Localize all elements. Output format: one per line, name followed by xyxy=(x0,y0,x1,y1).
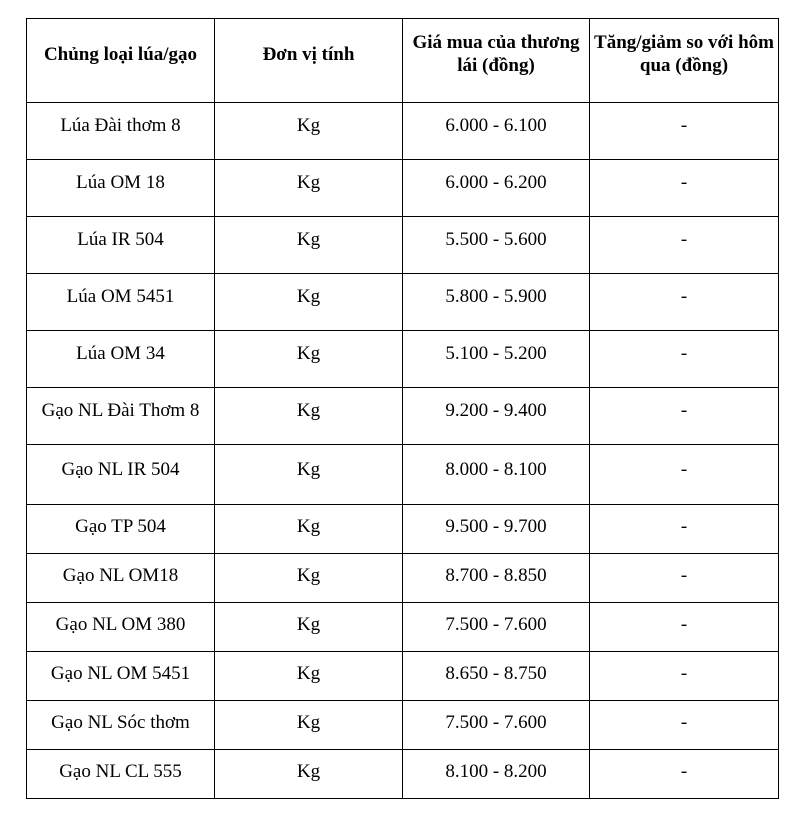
header-unit: Đơn vị tính xyxy=(215,19,403,103)
cell-type: Gạo NL Sóc thơm xyxy=(27,701,215,750)
cell-change: - xyxy=(590,652,779,701)
cell-price: 5.100 - 5.200 xyxy=(403,331,590,388)
table-row xyxy=(27,750,779,799)
table-row xyxy=(27,217,779,274)
cell-unit: Kg xyxy=(215,652,403,701)
table-row xyxy=(27,652,779,701)
cell-change: - xyxy=(590,331,779,388)
cell-change: - xyxy=(590,160,779,217)
cell-type: Gạo NL CL 555 xyxy=(27,750,215,799)
table-row xyxy=(27,445,779,505)
cell-price: 5.800 - 5.900 xyxy=(403,274,590,331)
cell-change: - xyxy=(590,750,779,799)
cell-price: 8.000 - 8.100 xyxy=(403,445,590,505)
cell-change: - xyxy=(590,388,779,445)
table-row xyxy=(27,701,779,750)
cell-price: 6.000 - 6.200 xyxy=(403,160,590,217)
cell-price: 6.000 - 6.100 xyxy=(403,103,590,160)
cell-unit: Kg xyxy=(215,603,403,652)
table-row xyxy=(27,603,779,652)
cell-price: 5.500 - 5.600 xyxy=(403,217,590,274)
cell-change: - xyxy=(590,554,779,603)
table-row xyxy=(27,505,779,554)
table-row xyxy=(27,274,779,331)
cell-unit: Kg xyxy=(215,331,403,388)
cell-type: Gạo NL Đài Thơm 8 xyxy=(27,388,215,445)
cell-change: - xyxy=(590,445,779,505)
cell-price: 8.650 - 8.750 xyxy=(403,652,590,701)
cell-unit: Kg xyxy=(215,217,403,274)
cell-type: Gạo NL OM18 xyxy=(27,554,215,603)
header-type: Chủng loại lúa/gạo xyxy=(27,19,215,103)
rice-price-table xyxy=(26,18,779,799)
cell-price: 9.500 - 9.700 xyxy=(403,505,590,554)
cell-unit: Kg xyxy=(215,701,403,750)
table-row xyxy=(27,554,779,603)
cell-unit: Kg xyxy=(215,388,403,445)
cell-type: Gạo NL OM 380 xyxy=(27,603,215,652)
cell-change: - xyxy=(590,217,779,274)
cell-type: Lúa IR 504 xyxy=(27,217,215,274)
cell-type: Lúa OM 5451 xyxy=(27,274,215,331)
header-change: Tăng/giảm so với hôm qua (đồng) xyxy=(590,19,779,103)
table-row xyxy=(27,103,779,160)
cell-type: Lúa OM 34 xyxy=(27,331,215,388)
cell-unit: Kg xyxy=(215,274,403,331)
cell-type: Gạo NL OM 5451 xyxy=(27,652,215,701)
cell-type: Lúa Đài thơm 8 xyxy=(27,103,215,160)
cell-change: - xyxy=(590,274,779,331)
cell-price: 7.500 - 7.600 xyxy=(403,603,590,652)
cell-unit: Kg xyxy=(215,160,403,217)
cell-type: Gạo NL IR 504 xyxy=(27,445,215,505)
cell-change: - xyxy=(590,103,779,160)
cell-price: 8.700 - 8.850 xyxy=(403,554,590,603)
header-price: Giá mua của thương lái (đồng) xyxy=(403,19,590,103)
table-row xyxy=(27,160,779,217)
cell-type: Lúa OM 18 xyxy=(27,160,215,217)
cell-unit: Kg xyxy=(215,445,403,505)
cell-change: - xyxy=(590,701,779,750)
table-row xyxy=(27,331,779,388)
cell-unit: Kg xyxy=(215,505,403,554)
cell-unit: Kg xyxy=(215,103,403,160)
cell-unit: Kg xyxy=(215,554,403,603)
table-header-row xyxy=(27,19,779,103)
cell-price: 8.100 - 8.200 xyxy=(403,750,590,799)
cell-price: 7.500 - 7.600 xyxy=(403,701,590,750)
cell-change: - xyxy=(590,603,779,652)
cell-unit: Kg xyxy=(215,750,403,799)
cell-change: - xyxy=(590,505,779,554)
cell-type: Gạo TP 504 xyxy=(27,505,215,554)
cell-price: 9.200 - 9.400 xyxy=(403,388,590,445)
table-row xyxy=(27,388,779,445)
